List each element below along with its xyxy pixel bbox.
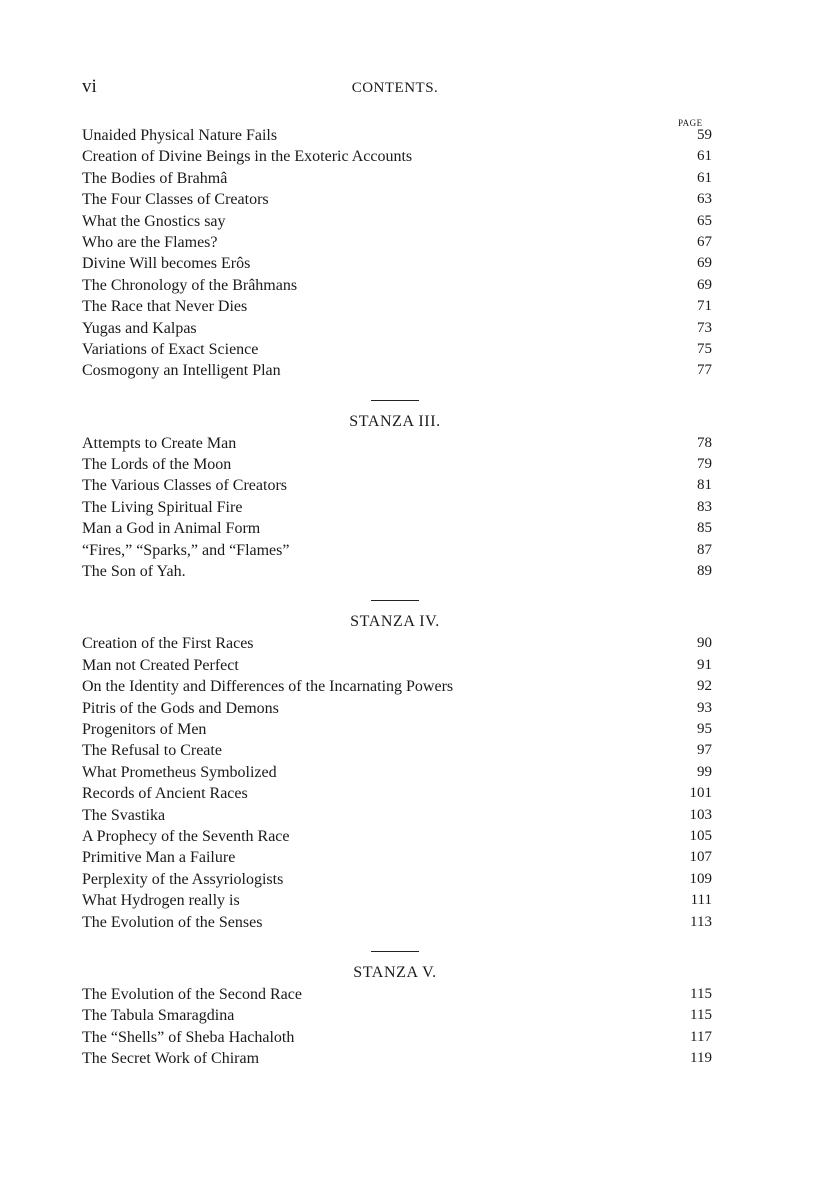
toc-entry-title: What Prometheus Symbolized xyxy=(82,764,281,781)
toc-entry xyxy=(82,360,712,381)
toc-entry xyxy=(82,540,712,561)
toc-entry-title: The Lords of the Moon xyxy=(82,456,235,473)
table-of-contents xyxy=(82,125,712,1069)
toc-entry xyxy=(82,146,712,167)
toc-entry xyxy=(82,676,712,697)
toc-entry xyxy=(82,1048,712,1069)
stanza-heading: STANZA V. xyxy=(353,963,437,981)
toc-entry xyxy=(82,1005,712,1026)
toc-entry xyxy=(82,339,712,360)
toc-entry-page: 117 xyxy=(690,1028,712,1045)
toc-entry-title: What Hydrogen really is xyxy=(82,892,244,909)
toc-entry-page: 87 xyxy=(697,541,712,558)
stanza-section-break xyxy=(0,582,790,633)
toc-entry-title: The Svastika xyxy=(82,807,169,824)
toc-entry-title: A Prophecy of the Seventh Race xyxy=(82,828,294,845)
toc-entry-page: 81 xyxy=(697,477,712,494)
toc-entry-page: 61 xyxy=(697,148,712,165)
toc-entry-title: On the Identity and Differences of the Incarnating Powers xyxy=(82,678,457,695)
toc-entry-page: 73 xyxy=(697,319,712,336)
toc-entry xyxy=(82,719,712,740)
toc-entry-page: 115 xyxy=(690,985,712,1002)
toc-entry-page: 99 xyxy=(697,763,712,780)
toc-entry-page: 93 xyxy=(697,699,712,716)
running-head: CONTENTS. xyxy=(351,80,439,96)
toc-entry-title: Cosmogony an Intelligent Plan xyxy=(82,362,285,379)
toc-entry-title: The Living Spiritual Fire xyxy=(82,499,246,516)
stanza-heading: STANZA IV. xyxy=(350,613,440,631)
toc-entry-title: Progenitors of Men xyxy=(82,721,210,738)
toc-entry-title: The Secret Work of Chiram xyxy=(82,1050,263,1067)
toc-entry-title: Attempts to Create Man xyxy=(82,435,240,452)
toc-entry-title: “Fires,” “Sparks,” and “Flames” xyxy=(82,542,293,559)
toc-entry xyxy=(82,984,712,1005)
stanza-section-break xyxy=(0,933,790,984)
toc-entry-page: 77 xyxy=(697,362,712,379)
toc-entry-page: 91 xyxy=(697,656,712,673)
toc-entry-page: 107 xyxy=(689,849,712,866)
toc-entry-page: 69 xyxy=(697,255,712,272)
toc-entry-page: 109 xyxy=(689,870,712,887)
toc-entry xyxy=(82,518,712,539)
toc-entry-title: What the Gnostics say xyxy=(82,213,230,230)
page-number: vi xyxy=(82,76,97,97)
toc-entry-page: 111 xyxy=(690,892,712,909)
toc-entry-page: 59 xyxy=(697,127,712,143)
toc-entry xyxy=(82,168,712,189)
toc-entry xyxy=(82,296,712,317)
toc-entry-title: The Tabula Smaragdina xyxy=(82,1007,238,1024)
toc-entry-page: 78 xyxy=(697,434,712,451)
toc-entry xyxy=(82,740,712,761)
toc-entry xyxy=(82,633,712,654)
toc-entry xyxy=(82,433,712,454)
toc-entry xyxy=(82,655,712,676)
toc-entry xyxy=(82,805,712,826)
toc-entry xyxy=(82,497,712,518)
toc-entry xyxy=(82,783,712,804)
toc-entry-page: 119 xyxy=(690,1050,712,1067)
toc-entry-title: Who are the Flames? xyxy=(82,234,222,251)
toc-entry-title: The Four Classes of Creators xyxy=(82,191,273,208)
toc-entry-title: The Race that Never Dies xyxy=(82,298,251,315)
toc-entry-title: The Bodies of Brahmâ xyxy=(82,170,231,187)
toc-entry-page: 67 xyxy=(697,233,712,250)
toc-entry xyxy=(82,826,712,847)
stanza-section-break xyxy=(0,382,790,433)
toc-entry xyxy=(82,454,712,475)
toc-entry xyxy=(82,125,712,146)
toc-entry xyxy=(82,1027,712,1048)
toc-entry xyxy=(82,847,712,868)
toc-entry-title: Primitive Man a Failure xyxy=(82,849,239,866)
toc-entry-page: 101 xyxy=(689,785,712,802)
page-column-label: PAGE xyxy=(678,118,703,128)
toc-entry-page: 69 xyxy=(697,276,712,293)
toc-entry-title: Man not Created Perfect xyxy=(82,657,243,674)
toc-entry-title: Divine Will becomes Erôs xyxy=(82,255,254,272)
toc-entry-page: 90 xyxy=(697,635,712,652)
toc-entry-page: 61 xyxy=(697,169,712,186)
toc-entry-page: 75 xyxy=(697,340,712,357)
toc-entry-page: 103 xyxy=(689,806,712,823)
toc-entry-page: 65 xyxy=(697,212,712,229)
toc-entry-title: Perplexity of the Assyriologists xyxy=(82,871,287,888)
toc-entry-title: Pitris of the Gods and Demons xyxy=(82,700,283,717)
toc-entry-page: 105 xyxy=(689,827,712,844)
toc-entry xyxy=(82,561,712,582)
toc-entry-title: The “Shells” of Sheba Hachaloth xyxy=(82,1029,298,1046)
toc-entry xyxy=(82,762,712,783)
toc-entry-title: Variations of Exact Science xyxy=(82,341,262,358)
toc-entry-page: 79 xyxy=(697,456,712,473)
toc-entry-title: The Chronology of the Brâhmans xyxy=(82,277,301,294)
toc-entry-title: The Refusal to Create xyxy=(82,742,226,759)
toc-entry-page: 115 xyxy=(690,1007,712,1024)
stanza-heading: STANZA III. xyxy=(349,412,441,430)
toc-entry xyxy=(82,869,712,890)
toc-entry-title: The Evolution of the Second Race xyxy=(82,986,306,1003)
toc-entry-title: The Son of Yah. xyxy=(82,563,190,580)
toc-entry xyxy=(82,912,712,933)
toc-entry-page: 95 xyxy=(697,720,712,737)
toc-entry-title: Unaided Physical Nature Fails xyxy=(82,127,281,144)
toc-entry-page: 113 xyxy=(690,913,712,930)
toc-entry-title: Yugas and Kalpas xyxy=(82,320,201,337)
toc-entry-page: 63 xyxy=(697,191,712,208)
toc-entry-title: Man a God in Animal Form xyxy=(82,520,264,537)
toc-entry-title: The Evolution of the Senses xyxy=(82,914,266,931)
toc-entry xyxy=(82,890,712,911)
toc-entry xyxy=(82,698,712,719)
toc-entry-page: 92 xyxy=(697,678,712,695)
toc-entry-page: 89 xyxy=(697,563,712,580)
toc-entry-page: 71 xyxy=(697,298,712,315)
toc-entry-page: 97 xyxy=(697,742,712,759)
toc-entry-title: The Various Classes of Creators xyxy=(82,477,291,494)
toc-entry-page: 85 xyxy=(697,520,712,537)
toc-entry xyxy=(82,475,712,496)
toc-entry xyxy=(82,232,712,253)
toc-entry-title: Creation of Divine Beings in the Exoteric Accounts xyxy=(82,148,416,165)
toc-entry xyxy=(82,275,712,296)
toc-entry-title: Records of Ancient Races xyxy=(82,785,252,802)
toc-entry xyxy=(82,253,712,274)
toc-entry xyxy=(82,189,712,210)
toc-entry-page: 83 xyxy=(697,498,712,515)
toc-entry xyxy=(82,318,712,339)
toc-entry-title: Creation of the First Races xyxy=(82,635,258,652)
toc-entry xyxy=(82,211,712,232)
